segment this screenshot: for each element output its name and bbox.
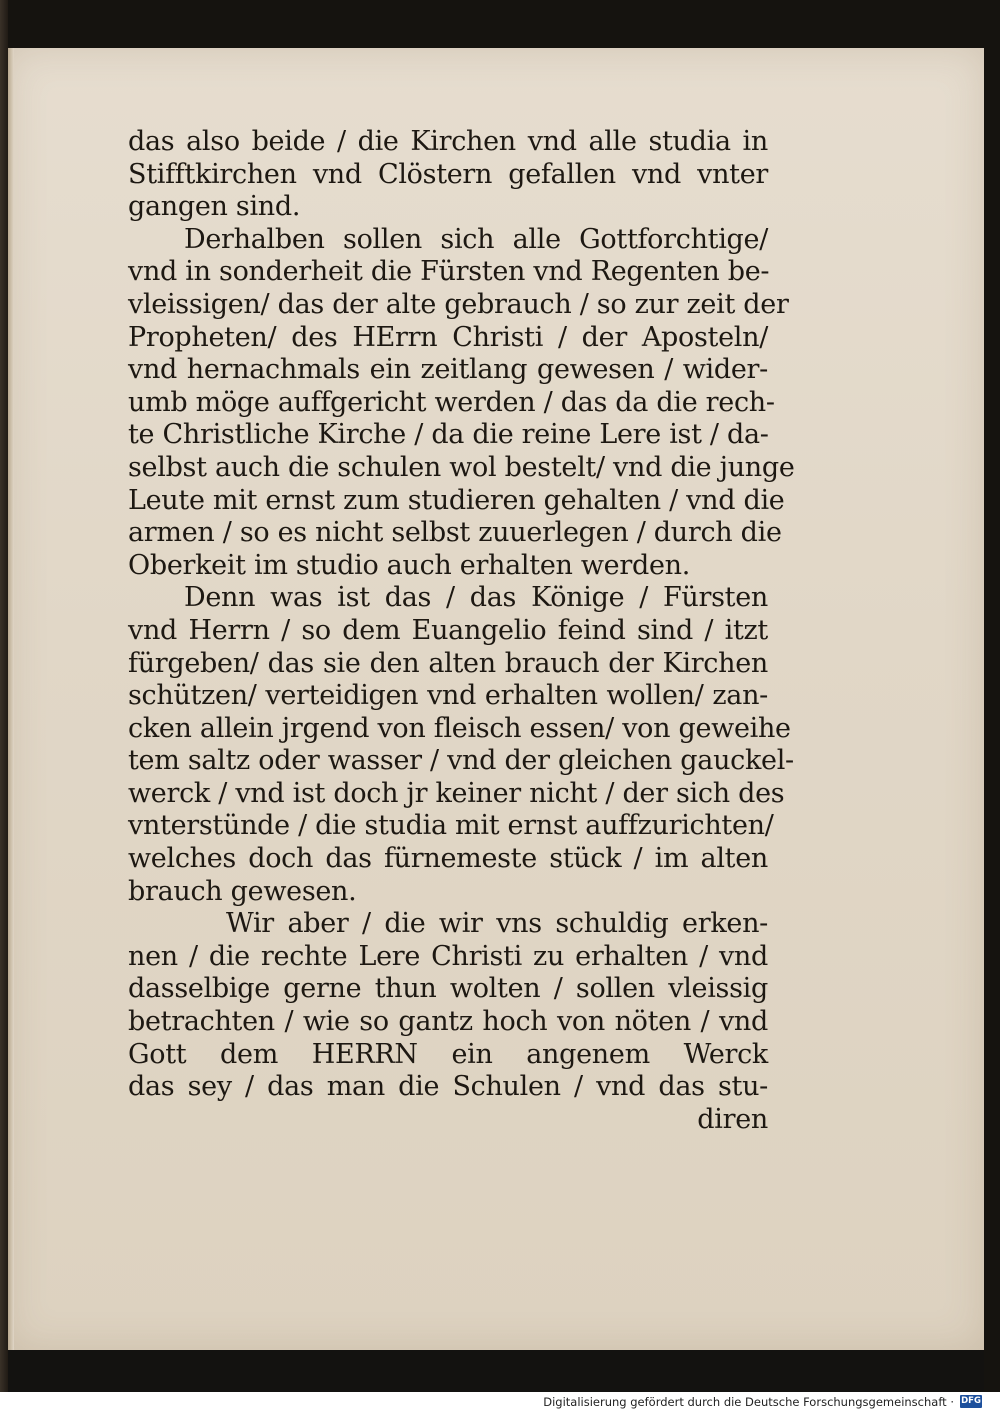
catchword: diren (697, 1103, 768, 1135)
scan-border-bottom (8, 1350, 984, 1392)
text-line: armen / so es nicht selbst zuuerlegen / durch die (128, 517, 782, 549)
text-line: Stifftkirchen vnd Clöstern gefallen vnd vnter (128, 158, 768, 190)
page-text (128, 126, 795, 1136)
text-line: selbst auch die schulen wol bestelt/ vnd die junge (128, 451, 795, 483)
text-line: Gott dem HERRN ein angenem Werck (128, 1038, 768, 1070)
text-line: vnd Herrn / so dem Euangelio feind sind / itzt (128, 614, 768, 646)
paragraph-start-line: Derhalben sollen sich alle Gottforchtige/ (184, 223, 768, 255)
text-line: das also beide / die Kirchen vnd alle studia in (128, 126, 768, 157)
page-edge (8, 48, 14, 1350)
text-line: Leute mit ernst zum studieren gehalten / vnd die (128, 484, 785, 516)
text-line: umb möge auffgericht werden / das da die rech- (128, 386, 775, 418)
text-line: vleissigen/ das der alte gebrauch / so zur zeit der (128, 288, 789, 320)
dfg-logo-icon: DFG (961, 1396, 981, 1406)
digitization-footer (0, 1392, 1000, 1412)
text-line: gangen sind. (128, 191, 301, 223)
text-line: brauch gewesen. (128, 875, 357, 907)
funding-notice: Digitalisierung gefördert durch die Deutsche Forschungsgemeinschaft · (543, 1395, 954, 1409)
text-line: te Christliche Kirche / da die reine Lere ist / da- (128, 419, 769, 451)
book-spine (0, 0, 8, 1392)
text-line: welches doch das fürnemeste stück / im alten (128, 843, 768, 875)
paragraph-start-line: Wir aber / die wir vns schuldig erken- (226, 908, 768, 940)
text-line: schützen/ verteidigen vnd erhalten wollen/ zan- (128, 680, 768, 712)
text-line: fürgeben/ das sie den alten brauch der Kirchen (128, 647, 768, 679)
text-line: betrachten / wie so gantz hoch von nöten / vnd (128, 1006, 768, 1038)
text-line: Propheten/ des HErrn Christi / der Aposteln/ (128, 321, 768, 353)
text-line: vnterstünde / die studia mit ernst auffzurichten/ (128, 810, 774, 842)
text-line: tem saltz oder wasser / vnd der gleichen gauckel- (128, 745, 794, 777)
text-line: vnd in sonderheit die Fürsten vnd Regenten be- (128, 256, 770, 288)
text-line: dasselbige gerne thun wolten / sollen vleissig (128, 973, 768, 1005)
text-line: vnd hernachmals ein zeitlang gewesen / wider- (128, 354, 768, 386)
paragraph-start-line: Denn was ist das / das Könige / Fürsten (184, 582, 768, 614)
scan-border-right (984, 48, 1000, 1350)
text-line: nen / die rechte Lere Christi zu erhalten / vnd (128, 940, 768, 972)
text-line: Oberkeit im studio auch erhalten werden. (128, 549, 691, 581)
text-line: das sey / das man die Schulen / vnd das stu- (128, 1071, 768, 1103)
text-line: cken allein jrgend von fleisch essen/ von geweihe (128, 712, 791, 744)
text-line: werck / vnd ist doch jr keiner nicht / der sich des (128, 777, 785, 809)
